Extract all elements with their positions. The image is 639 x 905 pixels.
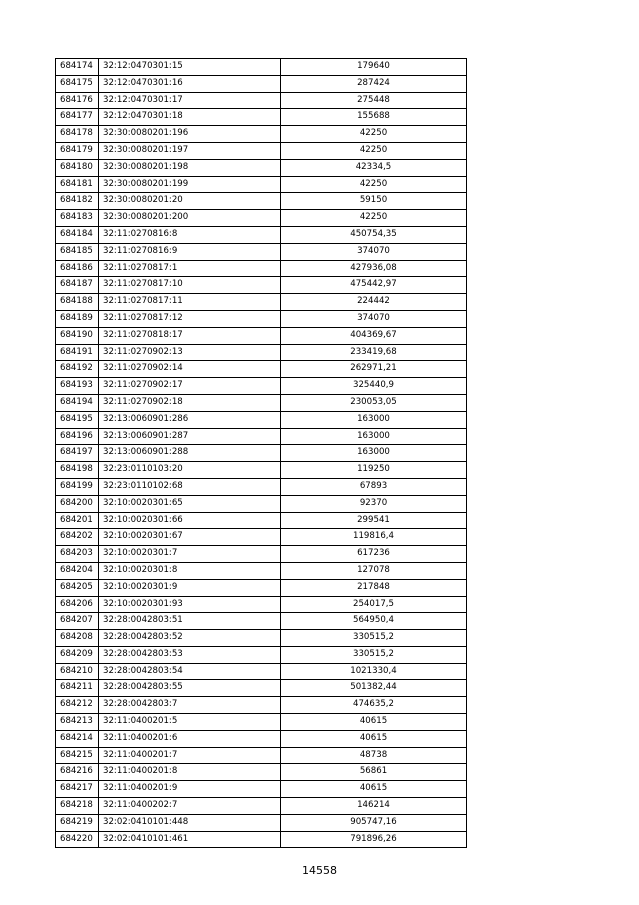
table-row <box>56 663 467 680</box>
cadastral-number-cell: 32:30:0080201:200 <box>99 210 281 227</box>
data-table <box>55 58 467 848</box>
row-id-cell: 684207 <box>56 613 99 630</box>
table-row <box>56 142 467 159</box>
row-id-cell: 684200 <box>56 495 99 512</box>
table-row <box>56 394 467 411</box>
cadastral-number-cell: 32:12:0470301:16 <box>99 75 281 92</box>
cadastral-number-cell: 32:30:0080201:196 <box>99 126 281 143</box>
row-id-cell: 684196 <box>56 428 99 445</box>
value-cell: 42334,5 <box>281 159 467 176</box>
value-cell: 42250 <box>281 210 467 227</box>
cadastral-number-cell: 32:11:0270816:9 <box>99 243 281 260</box>
cadastral-number-cell: 32:13:0060901:286 <box>99 411 281 428</box>
table-row <box>56 562 467 579</box>
row-id-cell: 684218 <box>56 798 99 815</box>
table-row <box>56 243 467 260</box>
cadastral-number-cell: 32:28:0042803:55 <box>99 680 281 697</box>
value-cell: 217848 <box>281 579 467 596</box>
value-cell: 163000 <box>281 411 467 428</box>
value-cell: 374070 <box>281 243 467 260</box>
row-id-cell: 684202 <box>56 529 99 546</box>
value-cell: 475442,97 <box>281 277 467 294</box>
cadastral-number-cell: 32:11:0270902:17 <box>99 378 281 395</box>
cadastral-number-cell: 32:10:0020301:8 <box>99 562 281 579</box>
row-id-cell: 684216 <box>56 764 99 781</box>
value-cell: 42250 <box>281 126 467 143</box>
table-row <box>56 59 467 76</box>
value-cell: 155688 <box>281 109 467 126</box>
cadastral-number-cell: 32:13:0060901:287 <box>99 428 281 445</box>
cadastral-number-cell: 32:11:0270817:10 <box>99 277 281 294</box>
table-row <box>56 361 467 378</box>
table-row <box>56 714 467 731</box>
value-cell: 119816,4 <box>281 529 467 546</box>
table-row <box>56 378 467 395</box>
table-row <box>56 411 467 428</box>
cadastral-number-cell: 32:13:0060901:288 <box>99 445 281 462</box>
cadastral-number-cell: 32:23:0110102:68 <box>99 478 281 495</box>
value-cell: 262971,21 <box>281 361 467 378</box>
cadastral-number-cell: 32:11:0400201:7 <box>99 747 281 764</box>
value-cell: 374070 <box>281 310 467 327</box>
table-row <box>56 730 467 747</box>
cadastral-number-cell: 32:30:0080201:198 <box>99 159 281 176</box>
value-cell: 564950,4 <box>281 613 467 630</box>
value-cell: 48738 <box>281 747 467 764</box>
row-id-cell: 684205 <box>56 579 99 596</box>
cadastral-number-cell: 32:10:0020301:93 <box>99 596 281 613</box>
table-row <box>56 344 467 361</box>
value-cell: 617236 <box>281 546 467 563</box>
table-row <box>56 781 467 798</box>
table-body <box>56 59 467 848</box>
table-row <box>56 310 467 327</box>
row-id-cell: 684186 <box>56 260 99 277</box>
table-row <box>56 462 467 479</box>
table-row <box>56 176 467 193</box>
table-row <box>56 126 467 143</box>
row-id-cell: 684176 <box>56 92 99 109</box>
table-row <box>56 579 467 596</box>
cadastral-number-cell: 32:11:0270902:13 <box>99 344 281 361</box>
table-row <box>56 546 467 563</box>
row-id-cell: 684178 <box>56 126 99 143</box>
cadastral-number-cell: 32:30:0080201:197 <box>99 142 281 159</box>
value-cell: 146214 <box>281 798 467 815</box>
cadastral-number-cell: 32:11:0270816:8 <box>99 226 281 243</box>
cadastral-number-cell: 32:30:0080201:199 <box>99 176 281 193</box>
row-id-cell: 684185 <box>56 243 99 260</box>
cadastral-number-cell: 32:23:0110103:20 <box>99 462 281 479</box>
cadastral-number-cell: 32:11:0400201:8 <box>99 764 281 781</box>
table-row <box>56 697 467 714</box>
table-row <box>56 327 467 344</box>
row-id-cell: 684215 <box>56 747 99 764</box>
row-id-cell: 684184 <box>56 226 99 243</box>
row-id-cell: 684199 <box>56 478 99 495</box>
table-row <box>56 294 467 311</box>
value-cell: 40615 <box>281 714 467 731</box>
cadastral-number-cell: 32:12:0470301:17 <box>99 92 281 109</box>
row-id-cell: 684213 <box>56 714 99 731</box>
cadastral-number-cell: 32:28:0042803:53 <box>99 646 281 663</box>
value-cell: 59150 <box>281 193 467 210</box>
row-id-cell: 684180 <box>56 159 99 176</box>
table-row <box>56 159 467 176</box>
cadastral-number-cell: 32:11:0270817:1 <box>99 260 281 277</box>
cadastral-number-cell: 32:28:0042803:52 <box>99 630 281 647</box>
cadastral-number-cell: 32:10:0020301:9 <box>99 579 281 596</box>
table-row <box>56 478 467 495</box>
table-row <box>56 210 467 227</box>
value-cell: 40615 <box>281 730 467 747</box>
value-cell: 67893 <box>281 478 467 495</box>
row-id-cell: 684181 <box>56 176 99 193</box>
row-id-cell: 684187 <box>56 277 99 294</box>
value-cell: 299541 <box>281 512 467 529</box>
row-id-cell: 684189 <box>56 310 99 327</box>
value-cell: 474635,2 <box>281 697 467 714</box>
page-number: 14558 <box>302 864 337 877</box>
cadastral-number-cell: 32:11:0270902:18 <box>99 394 281 411</box>
table-row <box>56 193 467 210</box>
row-id-cell: 684191 <box>56 344 99 361</box>
value-cell: 163000 <box>281 428 467 445</box>
row-id-cell: 684211 <box>56 680 99 697</box>
row-id-cell: 684179 <box>56 142 99 159</box>
row-id-cell: 684188 <box>56 294 99 311</box>
cadastral-number-cell: 32:10:0020301:66 <box>99 512 281 529</box>
table-row <box>56 529 467 546</box>
table-row <box>56 92 467 109</box>
row-id-cell: 684194 <box>56 394 99 411</box>
row-id-cell: 684212 <box>56 697 99 714</box>
table-row <box>56 428 467 445</box>
table-row <box>56 747 467 764</box>
row-id-cell: 684210 <box>56 663 99 680</box>
value-cell: 230053,05 <box>281 394 467 411</box>
row-id-cell: 684193 <box>56 378 99 395</box>
value-cell: 179640 <box>281 59 467 76</box>
cadastral-number-cell: 32:10:0020301:7 <box>99 546 281 563</box>
cadastral-number-cell: 32:12:0470301:15 <box>99 59 281 76</box>
cadastral-number-cell: 32:11:0400201:9 <box>99 781 281 798</box>
table-row <box>56 646 467 663</box>
value-cell: 450754,35 <box>281 226 467 243</box>
value-cell: 42250 <box>281 176 467 193</box>
cadastral-number-cell: 32:10:0020301:65 <box>99 495 281 512</box>
row-id-cell: 684220 <box>56 831 99 848</box>
value-cell: 427936,08 <box>281 260 467 277</box>
row-id-cell: 684214 <box>56 730 99 747</box>
table-row <box>56 831 467 848</box>
cadastral-number-cell: 32:30:0080201:20 <box>99 193 281 210</box>
cadastral-number-cell: 32:02:0410101:448 <box>99 814 281 831</box>
value-cell: 127078 <box>281 562 467 579</box>
row-id-cell: 684183 <box>56 210 99 227</box>
row-id-cell: 684174 <box>56 59 99 76</box>
value-cell: 325440,9 <box>281 378 467 395</box>
cadastral-number-cell: 32:11:0400201:6 <box>99 730 281 747</box>
value-cell: 275448 <box>281 92 467 109</box>
cadastral-number-cell: 32:11:0270817:11 <box>99 294 281 311</box>
row-id-cell: 684190 <box>56 327 99 344</box>
cadastral-number-cell: 32:11:0400201:5 <box>99 714 281 731</box>
cadastral-number-cell: 32:10:0020301:67 <box>99 529 281 546</box>
value-cell: 224442 <box>281 294 467 311</box>
cadastral-number-cell: 32:28:0042803:7 <box>99 697 281 714</box>
value-cell: 40615 <box>281 781 467 798</box>
value-cell: 163000 <box>281 445 467 462</box>
table-row <box>56 445 467 462</box>
row-id-cell: 684198 <box>56 462 99 479</box>
cadastral-number-cell: 32:11:0270818:17 <box>99 327 281 344</box>
table-row <box>56 680 467 697</box>
value-cell: 330515,2 <box>281 630 467 647</box>
table-row <box>56 512 467 529</box>
value-cell: 56861 <box>281 764 467 781</box>
row-id-cell: 684192 <box>56 361 99 378</box>
value-cell: 791896,26 <box>281 831 467 848</box>
row-id-cell: 684175 <box>56 75 99 92</box>
value-cell: 254017,5 <box>281 596 467 613</box>
table-row <box>56 75 467 92</box>
table-row <box>56 109 467 126</box>
value-cell: 42250 <box>281 142 467 159</box>
table-row <box>56 277 467 294</box>
row-id-cell: 684208 <box>56 630 99 647</box>
row-id-cell: 684217 <box>56 781 99 798</box>
row-id-cell: 684201 <box>56 512 99 529</box>
value-cell: 92370 <box>281 495 467 512</box>
row-id-cell: 684177 <box>56 109 99 126</box>
value-cell: 501382,44 <box>281 680 467 697</box>
table-row <box>56 495 467 512</box>
table-row <box>56 630 467 647</box>
cadastral-number-cell: 32:28:0042803:51 <box>99 613 281 630</box>
row-id-cell: 684197 <box>56 445 99 462</box>
row-id-cell: 684182 <box>56 193 99 210</box>
value-cell: 1021330,4 <box>281 663 467 680</box>
cadastral-number-cell: 32:02:0410101:461 <box>99 831 281 848</box>
cadastral-number-cell: 32:11:0400202:7 <box>99 798 281 815</box>
table-row <box>56 596 467 613</box>
table-row <box>56 814 467 831</box>
cadastral-number-cell: 32:28:0042803:54 <box>99 663 281 680</box>
table-row <box>56 226 467 243</box>
value-cell: 287424 <box>281 75 467 92</box>
value-cell: 233419,68 <box>281 344 467 361</box>
value-cell: 905747,16 <box>281 814 467 831</box>
cadastral-number-cell: 32:11:0270817:12 <box>99 310 281 327</box>
cadastral-number-cell: 32:12:0470301:18 <box>99 109 281 126</box>
row-id-cell: 684204 <box>56 562 99 579</box>
row-id-cell: 684206 <box>56 596 99 613</box>
cadastral-number-cell: 32:11:0270902:14 <box>99 361 281 378</box>
row-id-cell: 684195 <box>56 411 99 428</box>
row-id-cell: 684209 <box>56 646 99 663</box>
value-cell: 119250 <box>281 462 467 479</box>
table-row <box>56 613 467 630</box>
table-row <box>56 798 467 815</box>
table-row <box>56 260 467 277</box>
value-cell: 330515,2 <box>281 646 467 663</box>
value-cell: 404369,67 <box>281 327 467 344</box>
row-id-cell: 684219 <box>56 814 99 831</box>
table-row <box>56 764 467 781</box>
row-id-cell: 684203 <box>56 546 99 563</box>
